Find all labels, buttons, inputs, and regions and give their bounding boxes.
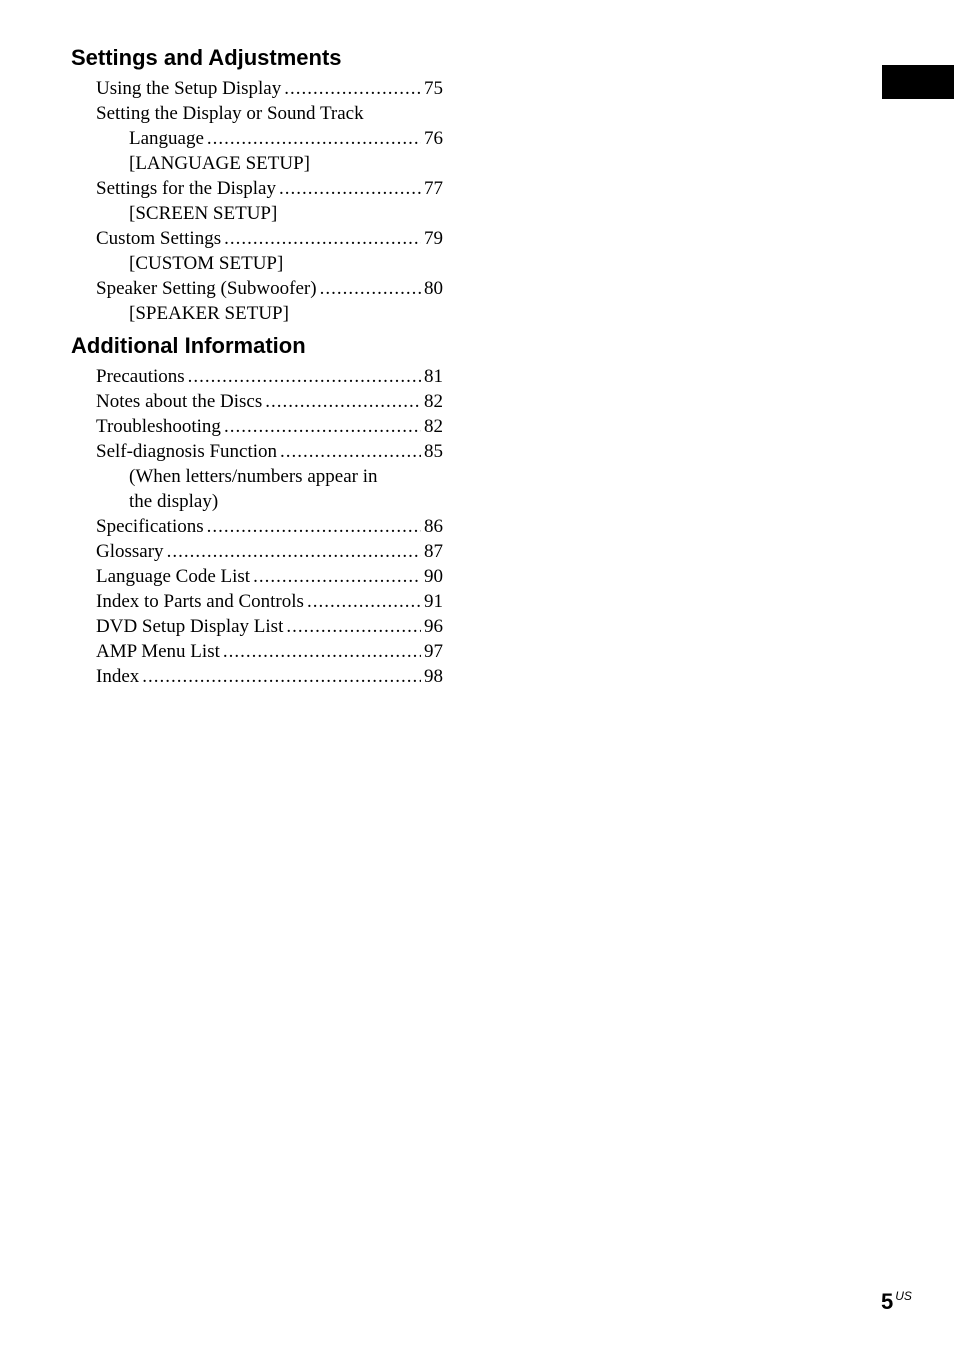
toc-page-number: 86 <box>424 516 443 537</box>
toc-entry[interactable] <box>96 439 443 514</box>
toc-list <box>71 364 443 689</box>
toc-entry[interactable] <box>96 564 443 589</box>
toc-entry-row <box>96 226 443 251</box>
toc-page-number: 87 <box>424 541 443 562</box>
toc-list <box>71 76 443 326</box>
dot-leader <box>279 176 421 201</box>
dot-leader <box>207 126 421 151</box>
dot-leader <box>265 389 421 414</box>
toc-entry-row <box>96 639 443 664</box>
toc-entry-row <box>96 564 443 589</box>
toc-entry[interactable] <box>96 226 443 276</box>
dot-leader <box>280 439 421 464</box>
toc-entry[interactable] <box>96 539 443 564</box>
toc-entry[interactable] <box>96 664 443 689</box>
toc-entry-row <box>96 414 443 439</box>
toc-entry-title: Language <box>129 128 204 149</box>
toc-entry-title: Self-diagnosis Function <box>96 441 278 462</box>
toc-entry-row <box>96 439 443 464</box>
dot-leader <box>224 226 421 251</box>
toc-page-number: 82 <box>424 416 443 437</box>
toc-entry-row <box>96 614 443 639</box>
toc-entry[interactable] <box>96 614 443 639</box>
toc-page-number: 76 <box>424 128 443 149</box>
section-heading: Additional Information <box>71 333 306 358</box>
toc-entry[interactable] <box>96 276 443 326</box>
toc-page-number: 91 <box>424 591 443 612</box>
page-number-suffix: US <box>895 1289 912 1303</box>
toc-entry-row <box>96 514 443 539</box>
dot-leader <box>284 76 421 101</box>
toc-entry[interactable] <box>96 589 443 614</box>
toc-entry-title: Language Code List <box>96 566 251 587</box>
toc-entry-row <box>96 76 443 101</box>
toc-entry-title: Glossary <box>96 541 164 562</box>
dot-leader <box>207 514 421 539</box>
toc-entry-title: Notes about the Discs <box>96 391 263 412</box>
toc-entry[interactable] <box>96 101 443 176</box>
toc-entry-title: Precautions <box>96 366 185 387</box>
toc-entry-title: Troubleshooting <box>96 416 221 437</box>
toc-page-number: 81 <box>424 366 443 387</box>
dot-leader <box>320 276 421 301</box>
toc-entry-title: Specifications <box>96 516 204 537</box>
toc-entry-row <box>96 364 443 389</box>
toc-page-number: 77 <box>424 178 443 199</box>
toc-entry-row <box>96 126 443 151</box>
toc-entry-title: AMP Menu List <box>96 641 220 662</box>
toc-entry-title: Index <box>96 666 140 687</box>
toc-page-number: 97 <box>424 641 443 662</box>
toc-entry-row <box>96 176 443 201</box>
toc-page-number: 90 <box>424 566 443 587</box>
toc-entry-title-line: Setting the Display or Sound Track <box>96 103 364 124</box>
section-heading: Settings and Adjustments <box>71 45 342 70</box>
toc-page-number: 80 <box>424 278 443 299</box>
toc-entry[interactable] <box>96 364 443 389</box>
toc-page-number: 75 <box>424 78 443 99</box>
toc-entry-subtitle: (When letters/numbers appear in <box>129 466 378 487</box>
toc-entry-row <box>96 589 443 614</box>
toc-page-number: 85 <box>424 441 443 462</box>
toc-entry-row <box>96 664 443 689</box>
toc-entry-title: Settings for the Display <box>96 178 276 199</box>
page-number <box>881 1283 912 1315</box>
page-number-value: 5 <box>881 1289 894 1314</box>
toc-entry-title: Using the Setup Display <box>96 78 282 99</box>
toc-entry-row <box>96 389 443 414</box>
dot-leader <box>286 614 421 639</box>
toc-entry[interactable] <box>96 514 443 539</box>
toc-entry-subtitle: [CUSTOM SETUP] <box>129 253 284 274</box>
toc-entry-title: Custom Settings <box>96 228 222 249</box>
toc-entry[interactable] <box>96 414 443 439</box>
dot-leader <box>188 364 421 389</box>
dot-leader <box>142 664 421 689</box>
dot-leader <box>167 539 421 564</box>
table-of-contents <box>71 42 443 693</box>
section-tab-marker <box>882 65 954 99</box>
toc-entry[interactable] <box>96 389 443 414</box>
toc-entry-subtitle: [SCREEN SETUP] <box>129 203 278 224</box>
toc-entry[interactable] <box>96 76 443 101</box>
dot-leader <box>307 589 421 614</box>
toc-entry[interactable] <box>96 176 443 226</box>
toc-entry-subtitle: [LANGUAGE SETUP] <box>129 153 311 174</box>
toc-entry[interactable] <box>96 639 443 664</box>
toc-entry-subtitle: the display) <box>129 491 219 512</box>
dot-leader <box>253 564 421 589</box>
toc-page-number: 96 <box>424 616 443 637</box>
toc-entry-row <box>96 539 443 564</box>
toc-page-number: 79 <box>424 228 443 249</box>
toc-page-number: 82 <box>424 391 443 412</box>
toc-page-number: 98 <box>424 666 443 687</box>
toc-entry-subtitle: [SPEAKER SETUP] <box>129 303 289 324</box>
dot-leader <box>224 414 421 439</box>
toc-entry-title: Index to Parts and Controls <box>96 591 304 612</box>
dot-leader <box>223 639 421 664</box>
toc-entry-row <box>96 276 443 301</box>
toc-entry-title: DVD Setup Display List <box>96 616 284 637</box>
toc-entry-title: Speaker Setting (Subwoofer) <box>96 278 317 299</box>
